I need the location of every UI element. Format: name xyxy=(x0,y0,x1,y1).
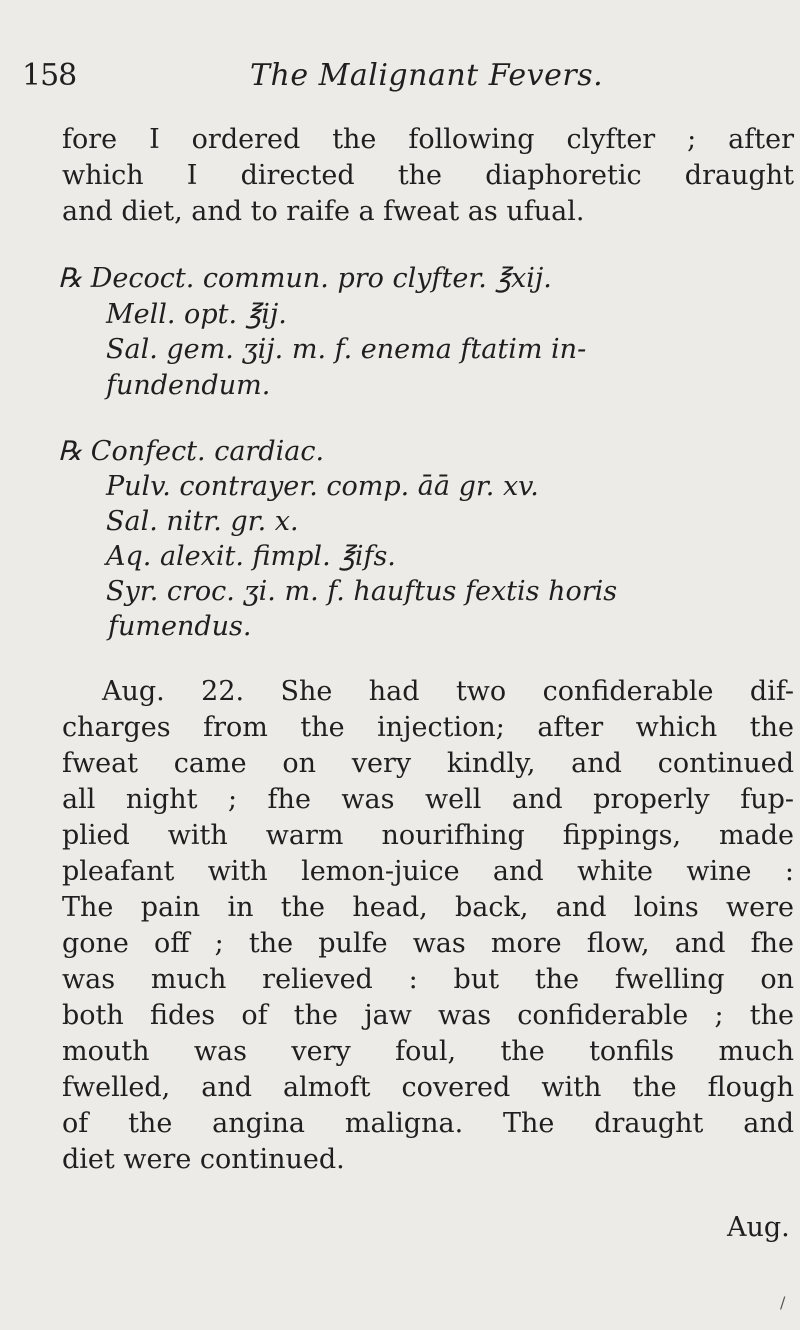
text-line: pleafant with lemon-juice and white wine : xyxy=(62,856,794,887)
text-line: charges from the injection; after which the xyxy=(62,712,794,743)
text-line: of the angina maligna. The draught and xyxy=(62,1108,794,1139)
text-line: was much relieved : but the fwelling on xyxy=(62,964,794,995)
running-title: The Malignant Fevers. xyxy=(250,58,604,93)
text-line: both fides of the jaw was confiderable ; the xyxy=(62,1000,794,1031)
text-line: all night ; fhe was well and properly fup- xyxy=(62,784,794,815)
prescription-line: Sal. gem. ʒij. m. f. enema ftatim in- xyxy=(106,334,587,365)
stray-mark: / xyxy=(780,1293,786,1312)
prescription-line: fundendum. xyxy=(106,370,271,401)
catchword: Aug. xyxy=(727,1212,790,1243)
prescription-line: fumendus. xyxy=(108,611,252,642)
text-line: fwelled, and almoft covered with the flough xyxy=(62,1072,794,1103)
prescription-line: ℞ Confect. cardiac. xyxy=(58,436,325,467)
prescription-line: Syr. croc. ʒi. m. f. hauftus fextis horis xyxy=(106,576,618,607)
prescription-line: Mell. opt. ℥ij. xyxy=(106,299,287,330)
text-line: mouth was very foul, the tonfils much xyxy=(62,1036,794,1067)
text-line: diet were continued. xyxy=(62,1144,345,1175)
prescription-line: ℞ Decoct. commun. pro clyfter. ℥xij. xyxy=(58,263,552,294)
prescription-line: Sal. nitr. gr. x. xyxy=(106,506,299,537)
text-line: fweat came on very kindly, and continued xyxy=(62,748,794,779)
page-number: 158 xyxy=(22,58,77,93)
text-line: fore I ordered the following clyfter ; after xyxy=(62,124,794,155)
prescription-line: Pulv. contrayer. comp. āā gr. xv. xyxy=(106,471,539,502)
prescription-line: Aq. alexit. fimpl. ℥ifs. xyxy=(106,541,396,572)
text-line: plied with warm nourifhing fippings, made xyxy=(62,820,794,851)
text-line: which I directed the diaphoretic draught xyxy=(62,160,794,191)
text-line: Aug. 22. She had two confiderable dif- xyxy=(102,676,794,707)
text-line: The pain in the head, back, and loins were xyxy=(62,892,794,923)
text-line: gone off ; the pulfe was more flow, and fhe xyxy=(62,928,794,959)
text-line: and diet, and to raife a fweat as ufual. xyxy=(62,196,585,227)
